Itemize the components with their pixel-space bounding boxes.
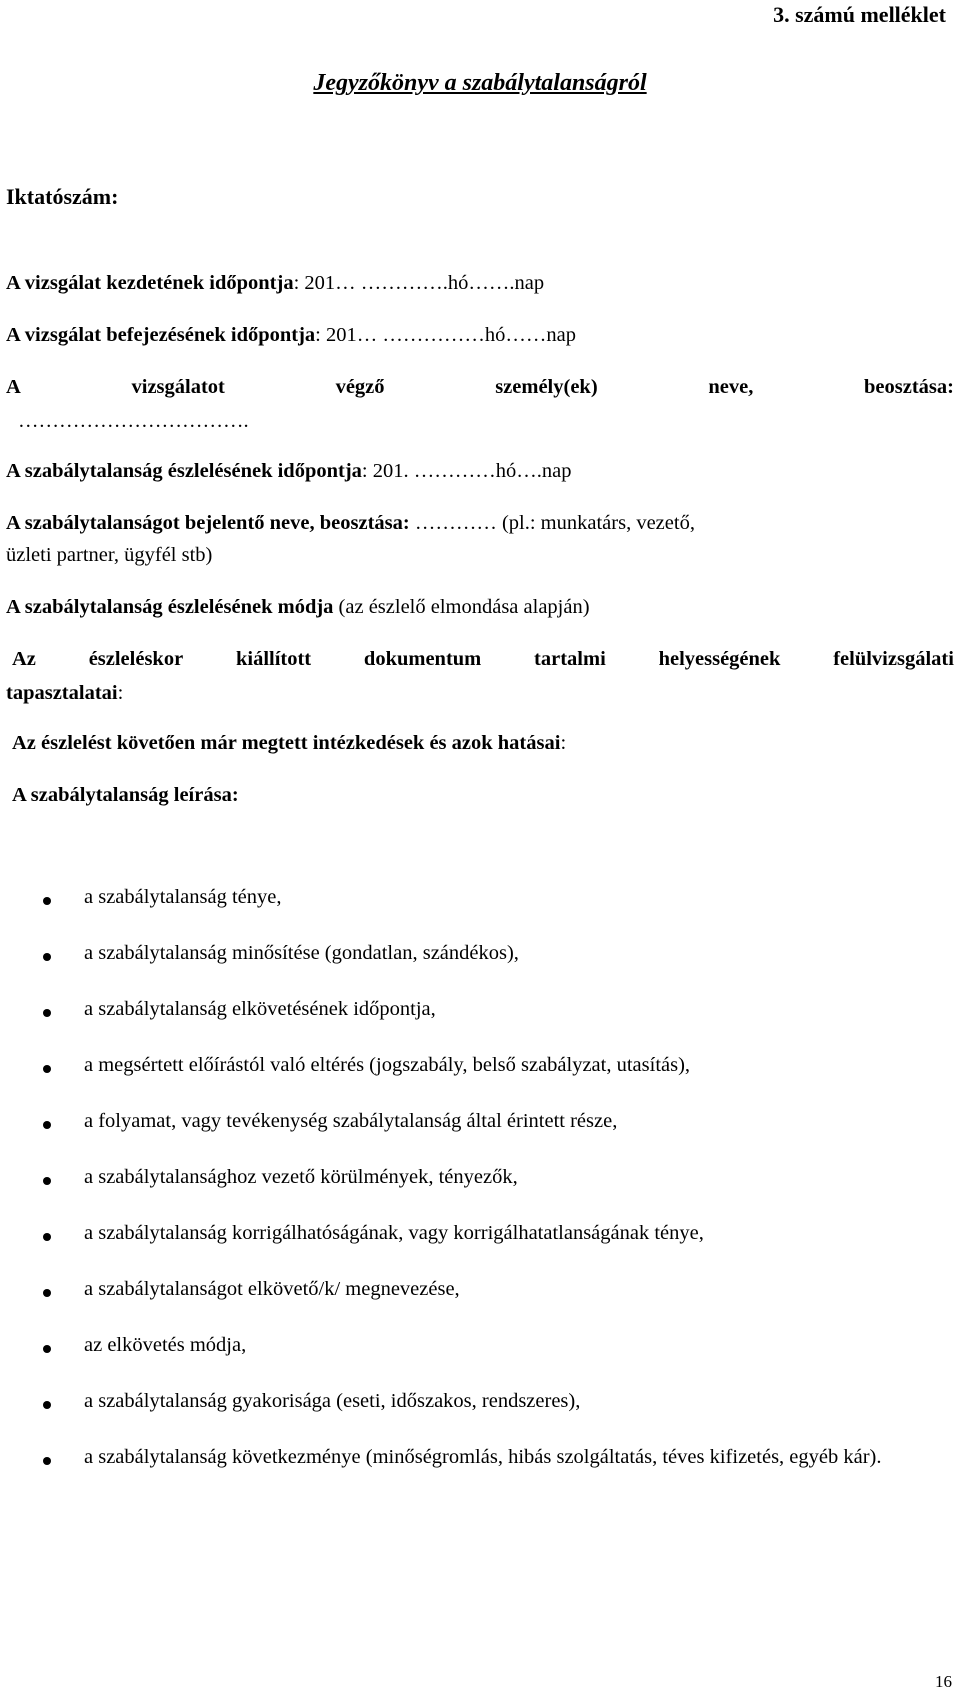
bullet-icon xyxy=(43,1457,51,1465)
review-word: felülvizsgálati xyxy=(833,648,954,670)
bullet-icon xyxy=(43,1177,51,1185)
review-word: kiállított xyxy=(235,648,312,670)
list-item-text: a szabálytalanság következménye (minőségromlás, hibás szolgáltatás, téves kifizetés, egyéb kár). xyxy=(84,1446,882,1468)
list-item-text: a szabálytalanságot elkövető/k/ megnevezése, xyxy=(84,1278,460,1300)
measures-colon: : xyxy=(560,732,567,754)
inspectors-word: A xyxy=(6,376,21,398)
inspectors-word: vizsgálatot xyxy=(131,376,225,398)
detection-time-value: : 201. …………hó….nap xyxy=(361,460,572,482)
inspection-end-label: A vizsgálat befejezésének időpontja xyxy=(6,324,316,346)
review-word: észleléskor xyxy=(88,648,184,670)
reporter-line xyxy=(6,512,695,535)
list-item-text: a folyamat, vagy tevékenység szabálytalanság által érintett része, xyxy=(84,1110,618,1132)
inspectors-word: végző xyxy=(335,376,385,398)
bullet-icon xyxy=(43,1345,51,1353)
detection-method-line xyxy=(6,596,590,619)
inspectors-dots: ……………………………. xyxy=(18,410,249,432)
inspection-start-line xyxy=(6,272,544,295)
bullet-icon xyxy=(43,1121,51,1129)
list-item-text: az elkövetés módja, xyxy=(84,1334,247,1356)
registry-number-label: Iktatószám: xyxy=(6,184,119,209)
bullet-icon xyxy=(43,1289,51,1297)
detection-method-label: A szabálytalanság észlelésének módja xyxy=(6,596,334,618)
review-label-end: tapasztalatai xyxy=(6,682,118,704)
detection-method-note: (az észlelő elmondása alapján) xyxy=(333,596,590,618)
review-line-2 xyxy=(6,682,123,705)
detection-time-line xyxy=(6,460,571,483)
measures-line xyxy=(12,732,566,755)
annex-label: 3. számú melléklet xyxy=(773,2,946,27)
reporter-value: ………… (pl.: munkatárs, vezető, xyxy=(409,512,695,534)
inspectors-word: neve, xyxy=(708,376,754,398)
inspection-start-value: : 201… ………….hó…….nap xyxy=(293,272,545,294)
list-item-text: a szabálytalanság elkövetésének időpontja, xyxy=(84,998,436,1020)
inspection-end-line xyxy=(6,324,576,347)
bullet-icon xyxy=(43,1401,51,1409)
bullet-icon xyxy=(43,897,51,905)
review-word: Az xyxy=(12,648,36,670)
inspection-start-label: A vizsgálat kezdetének időpontja xyxy=(6,272,294,294)
bullet-icon xyxy=(43,1233,51,1241)
review-word: tartalmi xyxy=(534,648,606,670)
detection-time-label: A szabálytalanság észlelésének időpontja xyxy=(6,460,362,482)
bullet-icon xyxy=(43,953,51,961)
list-item-text: a szabálytalanság korrigálhatóságának, vagy korrigálhatatlanságának ténye, xyxy=(84,1222,704,1244)
list-item-text: a szabálytalanság minősítése (gondatlan, szándékos), xyxy=(84,942,519,964)
review-word: dokumentum xyxy=(363,648,482,670)
review-word: helyességének xyxy=(658,648,781,670)
list-item-text: a szabálytalanság ténye, xyxy=(84,886,282,908)
inspectors-line xyxy=(6,376,954,399)
list-item-text: a szabálytalansághoz vezető körülmények, tényezők, xyxy=(84,1166,518,1188)
inspectors-word: személy(ek) xyxy=(495,376,598,398)
page-number: 16 xyxy=(935,1672,952,1691)
review-colon: : xyxy=(117,682,124,704)
list-item-text: a szabálytalanság gyakorisága (eseti, időszakos, rendszeres), xyxy=(84,1390,581,1412)
bullet-icon xyxy=(43,1065,51,1073)
document-title: Jegyzőkönyv a szabálytalanságról xyxy=(313,70,647,96)
inspection-end-value: : 201… ……………hó……nap xyxy=(315,324,576,346)
measures-label: Az észlelést követően már megtett intézkedések és azok hatásai xyxy=(12,732,561,754)
list-item-text: a megsértett előírástól való eltérés (jogszabály, belső szabályzat, utasítás), xyxy=(84,1054,691,1076)
description-heading: A szabálytalanság leírása: xyxy=(12,784,239,806)
review-line xyxy=(12,648,954,671)
reporter-label: A szabálytalanságot bejelentő neve, beosztása: xyxy=(6,512,410,534)
inspectors-word: beosztása: xyxy=(864,376,954,398)
bullet-icon xyxy=(43,1009,51,1017)
reporter-line-2: üzleti partner, ügyfél stb) xyxy=(6,544,213,566)
